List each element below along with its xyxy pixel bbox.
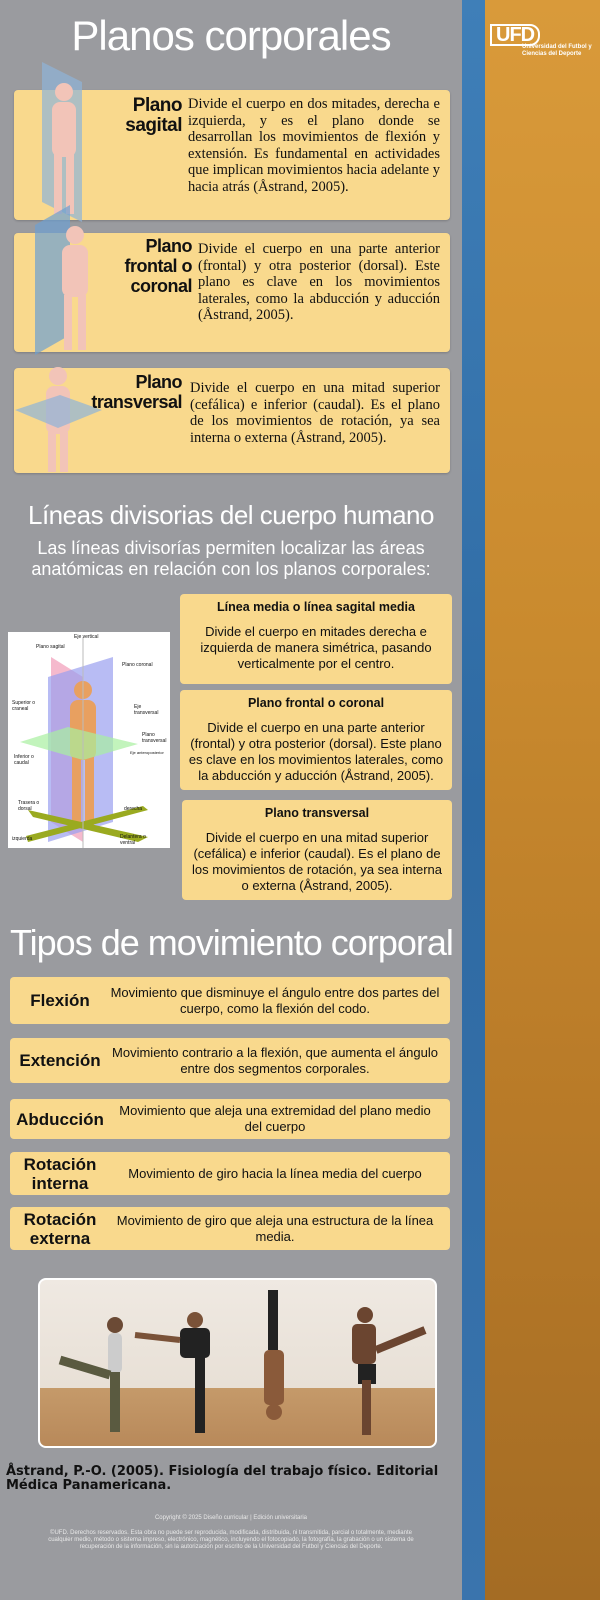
movement-row — [10, 1099, 450, 1139]
diagram-label: Inferior o caudal — [14, 754, 34, 766]
movement-row — [10, 977, 450, 1024]
logo-mark: UFD — [490, 24, 540, 46]
movement-text: Movimiento que aleja una extremidad del plano medio del cuerpo — [119, 1103, 431, 1134]
line-box-title: Línea media o línea sagital media — [217, 600, 415, 614]
logo-text: Universidad del Futbol y Ciencias del Deporte — [522, 44, 592, 57]
ufd-logo — [490, 24, 592, 58]
movement-row — [10, 1207, 450, 1250]
yoga-poses-graphic — [40, 1280, 437, 1448]
body-planes-diagram — [8, 632, 170, 848]
copyright: Copyright © 2025 Diseño curricular | Edición universitaria — [154, 1515, 308, 1521]
movement-row — [10, 1152, 450, 1195]
movement-label: Rotación externa — [23, 1209, 97, 1248]
plane-label: Plano frontal o coronal — [124, 236, 192, 296]
plane-label: Plano transversal — [91, 372, 182, 412]
movement-label: Extención — [19, 1051, 101, 1070]
movement-text: Movimiento de giro hacia la línea media del cuerpo — [128, 1165, 422, 1181]
line-box-text: Divide el cuerpo en una mitad superior (cefálica) e inferior (caudal). Es el plano de los movimientos de rotación, ya sea interna o externa (Åstrand, 2005). — [191, 830, 442, 893]
diagram-label: derecha — [124, 806, 143, 812]
diagram-label: Eje vertical — [74, 634, 99, 640]
movement-label: Rotación interna — [23, 1154, 97, 1193]
line-box — [180, 594, 452, 684]
side-panel — [485, 0, 600, 1600]
diagram-label: Delantera o ventral — [120, 834, 146, 846]
page-title: Planos corporales — [71, 12, 391, 59]
movement-row — [10, 1038, 450, 1083]
movement-label: Flexión — [30, 991, 90, 1010]
plane-text: Divide el cuerpo en una parte anterior (frontal) y otra posterior (dorsal). Este plano es clave en los movimientos laterales, como la abducción y aducción (Åstrand, 2005). — [198, 241, 440, 323]
diagram-label: Trasera o dorsal — [18, 800, 40, 812]
yoga-photo — [38, 1278, 437, 1448]
line-box — [180, 690, 452, 790]
line-box-text: Divide el cuerpo en una parte anterior (frontal) y otra posterior (dorsal). Este plano es clave en los movimientos laterales, como la abducción y aducción (Åstrand, 2005). — [188, 720, 444, 783]
lines-intro: Las líneas divisorías permiten localizar las áreas anatómicas en relación con los planos corporales: — [31, 538, 431, 579]
line-box — [182, 800, 452, 900]
line-box-text: Divide el cuerpo en mitades derecha e izquierda de manera simétrica, pasando verticalmente por el centro. — [200, 624, 432, 671]
movement-label: Abducción — [16, 1109, 104, 1129]
blue-stripe — [462, 0, 485, 1600]
diagram-label: Plano sagital — [36, 644, 65, 650]
diagram-label: Superior o craneal — [12, 700, 36, 712]
frontal-figure-icon — [30, 205, 110, 355]
diagram-label: Plano transversal — [142, 732, 167, 744]
plane-text: Divide el cuerpo en una mitad superior (cefálica) e inferior (caudal). Es el plano de los movimientos de rotación, ya sea interna o externa (Åstrand, 2005). — [190, 380, 440, 446]
section-heading-movements: Tipos de movimiento corporal — [10, 922, 453, 963]
section-heading-lines: Líneas divisorias del cuerpo humano — [28, 500, 434, 530]
diagram-label: Plano coronal — [122, 662, 153, 668]
line-box-title: Plano frontal o coronal — [247, 696, 385, 710]
plane-label: Plano sagital — [125, 95, 182, 136]
movement-text: Movimiento contrario a la flexión, que aumenta el ángulo entre dos segmentos corporales. — [112, 1044, 438, 1076]
diagram-label: izquierda — [12, 836, 33, 842]
movement-text: Movimiento que disminuye el ángulo entre dos partes del cuerpo, como la flexión del codo. — [110, 984, 440, 1016]
reference: Åstrand, P.-O. (2005). Fisiología del trabajo físico. Editorial Médica Panamericana. — [6, 1464, 439, 1493]
rights-notice: ©UFD. Derechos reservados. Esta obra no puede ser reproducida, modificada, distribuida, ni transmitida, parcial o totalmente, mediante cualquier medio, método o sistema impreso, electrónico, magnético, incluyendo el fotocopiado, la fotografía, la grabación o un sistema de recuperación de la información, sin la autorización por escrito de la Universidad del Futbol y Ciencias del Deporte. — [48, 1530, 414, 1550]
line-box-title: Plano transversal — [264, 806, 370, 820]
sagittal-figure-icon — [22, 62, 102, 222]
plane-text: Divide el cuerpo en dos mitades, derecha e izquierda, y es el plano donde se desarrollan los movimientos de flexión y extensión. Es fundamental en actividades que implican movimientos hacia adelante y hacia atrás (Åstrand, 2005). — [188, 96, 440, 195]
diagram-label: Eje anteroposterior — [130, 750, 164, 755]
diagram-label: Eje transversal — [134, 704, 159, 716]
movement-text: Movimiento de giro que aleja una estructura de la línea media. — [116, 1212, 434, 1244]
